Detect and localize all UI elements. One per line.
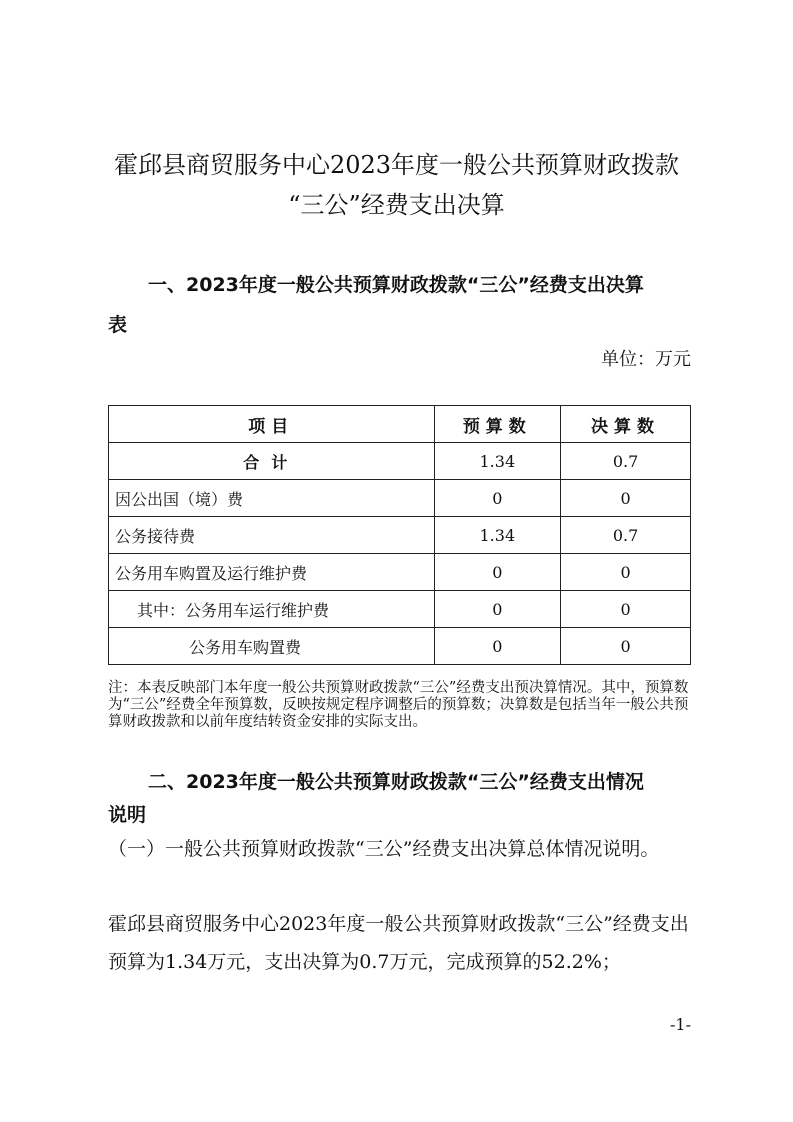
row-label: 因公出国（境）费: [109, 480, 435, 517]
row-label: 合计: [109, 443, 435, 480]
expense-table: [108, 405, 691, 665]
table-row: [109, 517, 691, 554]
row-budget: 0: [434, 591, 561, 628]
row-budget: 0: [434, 554, 561, 591]
unit-label: 单位：万元: [601, 349, 691, 370]
row-final: 0: [561, 628, 691, 665]
section1-heading-cont: 表: [108, 314, 128, 336]
table-row: [109, 591, 691, 628]
table-row: [109, 554, 691, 591]
row-budget: 1.34: [434, 517, 561, 554]
table-row: [109, 628, 691, 665]
page-number: -1-: [670, 1015, 691, 1034]
row-label: 公务接待费: [109, 517, 435, 554]
row-final: 0.7: [561, 517, 691, 554]
header-item: 项目: [109, 406, 435, 443]
subsection1-heading: （一）一般公共预算财政拨款“三公”经费支出决算总体情况说明。: [108, 838, 660, 860]
table-row: [109, 480, 691, 517]
table-header-row: [109, 406, 691, 443]
header-budget: 预算数: [434, 406, 561, 443]
row-budget: 0: [434, 480, 561, 517]
body-paragraph: 霍邱县商贸服务中心2023年度一般公共预算财政拨款“三公”经费支出预算为1.34万元，支出决算为0.7万元，完成预算的52.2%；: [108, 913, 689, 973]
row-final: 0: [561, 480, 691, 517]
section1-heading: 一、2023年度一般公共预算财政拨款“三公”经费支出决算: [148, 274, 644, 296]
header-final: 决算数: [561, 406, 691, 443]
row-label: 公务用车购置费: [109, 628, 435, 665]
row-label: 公务用车购置及运行维护费: [109, 554, 435, 591]
section2-heading-cont: 说明: [108, 804, 147, 826]
row-budget: 0: [434, 628, 561, 665]
row-budget: 1.34: [434, 443, 561, 480]
row-label: 其中：公务用车运行维护费: [109, 591, 435, 628]
section2-heading: 二、2023年度一般公共预算财政拨款“三公”经费支出情况: [148, 771, 644, 793]
row-final: 0.7: [561, 443, 691, 480]
document-title-line1: 霍邱县商贸服务中心2023年度一般公共预算财政拨款: [113, 151, 680, 179]
table-row: [109, 443, 691, 480]
table-note: 注：本表反映部门本年度一般公共预算财政拨款“三公”经费支出预决算情况。其中，预算数为“三公”经费全年预算数，反映按规定程序调整后的预算数；决算数是包括当年一般公共预算财政拨款和以前年度结转资金安排的实际支出。: [108, 680, 689, 730]
row-final: 0: [561, 554, 691, 591]
document-title-line2: “三公”经费支出决算: [288, 191, 505, 219]
row-final: 0: [561, 591, 691, 628]
